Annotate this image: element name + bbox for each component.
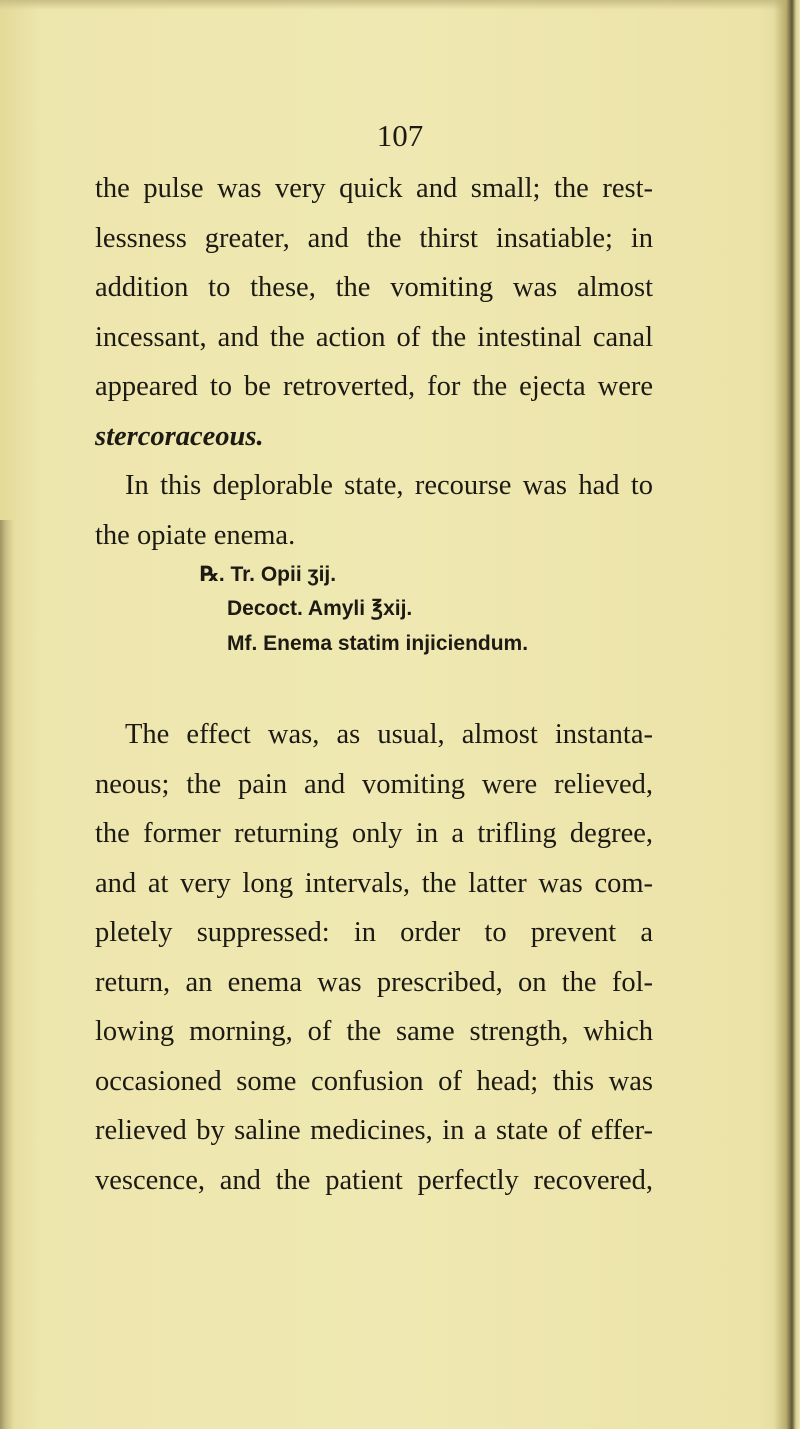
text-line: In this deplorable state, recourse was had to [125,470,653,501]
page-left-edge [0,520,14,1429]
text-line: relieved by saline medicines, in a state of effer- [95,1115,653,1146]
text-line: the pulse was very quick and small; the rest- [95,173,653,204]
text-line: pletely suppressed: in order to prevent a [95,917,653,948]
text-line: addition to these, the vomiting was almost [95,272,653,303]
paragraph-effect [95,710,653,1205]
prescription-line: Mf. Enema statim injiciendum. [227,632,529,655]
text-line: the opiate enema. [95,519,296,551]
paragraph-case-description [95,164,653,560]
text-line: The effect was, as usual, almost instanta- [125,719,653,750]
page-top-shadow [0,0,800,10]
text-line: vescence, and the patient perfectly recovered, [95,1164,653,1196]
text-line: incessant, and the action of the intestinal canal [95,321,653,353]
text-line: lowing morning, of the same strength, which [95,1016,653,1047]
prescription-line: Decoct. Amyli ℥xij. [227,597,413,620]
page-number: 107 [376,118,424,153]
text-line: occasioned some confusion of head; this was [95,1065,653,1097]
text-line: the former returning only in a trifling degree, [95,818,653,849]
text-line: appeared to be retroverted, for the ejecta were [95,371,653,402]
italic-term: stercoraceous. [95,420,264,452]
page-right-edge [774,0,800,1429]
text-line: return, an enema was prescribed, on the fol- [95,966,653,998]
text-line: and at very long intervals, the latter was com- [95,867,653,899]
prescription-line: ℞. Tr. Opii ʒij. [200,563,337,586]
text-line: neous; the pain and vomiting were relieved, [95,768,653,800]
text-line: lessness greater, and the thirst insatiable; in [95,222,653,254]
